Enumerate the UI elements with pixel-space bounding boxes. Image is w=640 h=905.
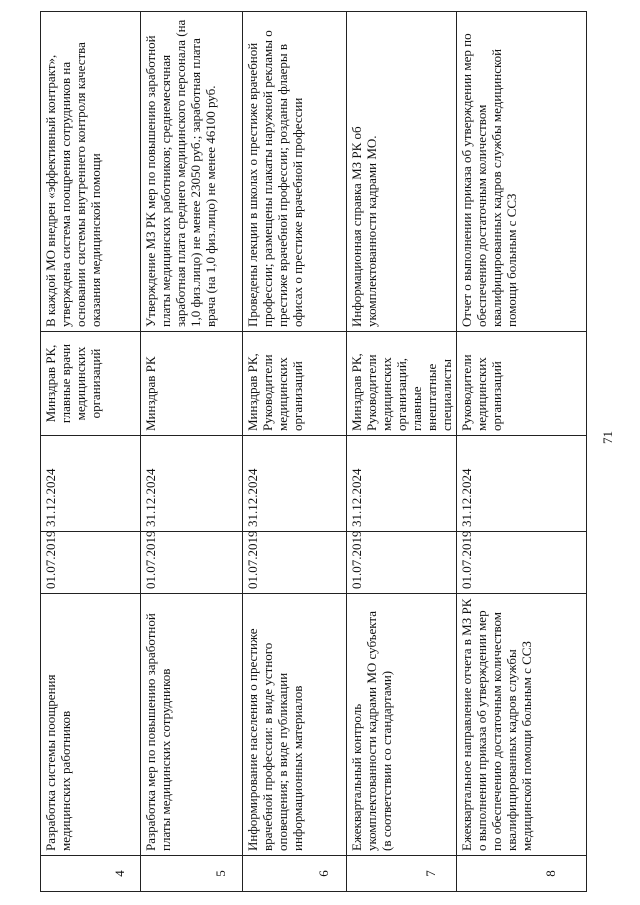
responsible-cell: Минздрав РК, главные врачи медицинских организаций	[41, 332, 141, 436]
start-date-cell: 01.07.2019	[141, 532, 243, 594]
row-number: 7	[347, 856, 457, 892]
result-cell: Проведены лекции в школах о престиже врачебной профессии; размещены плакаты наружной рекламы о престиже врачебной профессии; розданы флаеры в офисах о престиже врачебной профессии	[243, 12, 347, 332]
row-number: 6	[243, 856, 347, 892]
start-date-cell: 01.07.2019	[457, 532, 587, 594]
row-number: 8	[457, 856, 587, 892]
responsible-cell: Минздрав РК, Руководители медицинских организаций	[243, 332, 347, 436]
activity-cell: Разработка системы поощрения медицинских работников	[41, 594, 141, 856]
start-date-cell: 01.07.2019	[243, 532, 347, 594]
table-row	[347, 12, 457, 892]
end-date-cell: 31.12.2024	[457, 436, 587, 532]
row-number: 5	[141, 856, 243, 892]
row-number: 4	[41, 856, 141, 892]
table-row	[41, 12, 141, 892]
end-date-cell: 31.12.2024	[41, 436, 141, 532]
responsible-cell: Руководители медицинских организаций	[457, 332, 587, 436]
table-row	[141, 12, 243, 892]
result-cell: Информационная справка МЗ РК об укомплектованности кадрами МО.	[347, 12, 457, 332]
responsible-cell: Минздрав РК, Руководители медицинских организаций, главные внештатные специалисты	[347, 332, 457, 436]
end-date-cell: 31.12.2024	[243, 436, 347, 532]
table-row	[243, 12, 347, 892]
activity-cell: Ежеквартальное направление отчета в МЗ РК о выполнении приказа об утверждении мер по обеспечению достаточным количеством квалифицированных кадров службы медицинской помощи больным с ССЗ	[457, 594, 587, 856]
result-cell: В каждой МО внедрен «эффективный контракт», утверждена система поощрения сотрудников на основании системы внутреннего контроля качества оказания медицинской помощи	[41, 12, 141, 332]
responsible-cell: Минздрав РК	[141, 332, 243, 436]
activity-cell: Информирование населения о престиже врачебной профессии: в виде устного оповещения; в виде публикации информационных материалов	[243, 594, 347, 856]
result-cell: Утверждение МЗ РК мер по повышению заработной платы медицинских работников; среднемесячная заработная плата среднего медицинского персонала (на 1,0 физ.лицо) не менее 23050 руб.; заработная плата врача (на 1,0 физ.лицо) не менее 46100 руб.	[141, 12, 243, 332]
end-date-cell: 31.12.2024	[141, 436, 243, 532]
start-date-cell: 01.07.2019	[347, 532, 457, 594]
result-cell: Отчет о выполнении приказа об утверждении мер по обеспечению достаточным количеством квалифицированных кадров службы медицинской помощи больным с ССЗ	[457, 12, 587, 332]
start-date-cell: 01.07.2019	[41, 532, 141, 594]
action-plan-table	[40, 11, 587, 892]
page-number: 71	[600, 431, 615, 444]
activity-cell: Разработка мер по повышению заработной платы медицинских сотрудников	[141, 594, 243, 856]
rotated-table-container	[40, 12, 580, 892]
activity-cell: Ежеквартальный контроль укомплектованности кадрами МО субъекта (в соответствии со стандартами)	[347, 594, 457, 856]
table-row	[457, 12, 587, 892]
end-date-cell: 31.12.2024	[347, 436, 457, 532]
